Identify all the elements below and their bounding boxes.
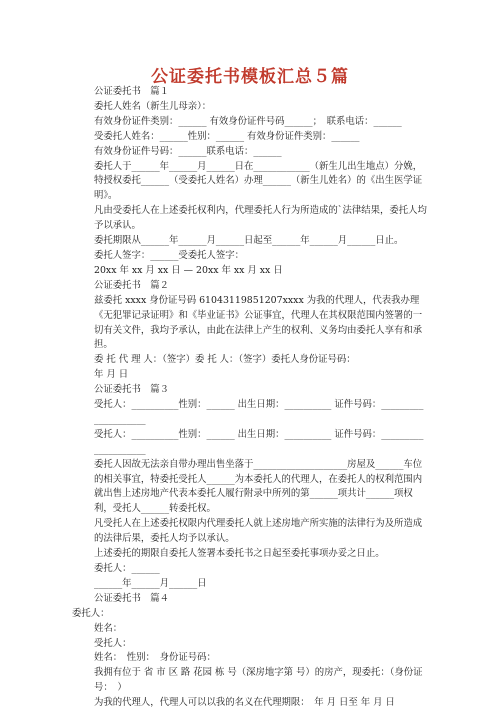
- paragraph: 委托人：______: [94, 563, 160, 574]
- paragraph: 姓名：: [94, 622, 123, 634]
- paragraph: 受托人：: [94, 637, 132, 649]
- paragraph: 有效身份证件类别：______ 有效身份证件号码______； 联系电话：______: [94, 115, 402, 127]
- paragraph: 受托人：__________性别：______ 出生日期：__________ 证件号码：____________________: [94, 428, 424, 455]
- paragraph: 委托人姓名（新生儿母亲）：: [94, 100, 212, 112]
- paragraph: 凡受托人在上述委托权限内代理委托人就上述房地产所实施的法律行为及所造成的法律后果，委托人均予以承认。: [94, 518, 423, 545]
- paragraph: 委托期限从______年______月______日起至______年______月______日止。: [94, 235, 404, 247]
- paragraph: 委托人于______年______月______日在____________（新生儿出生地点）分娩，特授权委托______（受委托人姓名）办理______（新生儿姓名）的《出生医学证明》。: [94, 160, 423, 202]
- paragraph: 委 托 代 理 人：（签字）委 托 人：（签字）委托人身份证号码：: [94, 354, 356, 366]
- paragraph: 公证委托书 篇４: [94, 592, 170, 604]
- paragraph: 凡由受委托人在上述委托权利内，代理委托人行为所造成的`法律结果，委托人均予以承认。: [94, 205, 427, 232]
- document-body: [72, 85, 427, 711]
- paragraph: 受托人：__________性别：______ 出生日期：__________ 证件号码：____________________: [94, 399, 424, 425]
- paragraph: 公证委托书 篇１: [94, 86, 170, 97]
- paragraph: 兹委托 xxxx 身份证号码 61043119851207xxxx 为我的代理人，代表我办理《无犯罪记录证明》和《毕业证书》公证事宜，代理人在其权限范围内签署的一切有关文件，我均予承认，由此在法律上产生的权利、义务均由委托人享有和承担。: [94, 294, 423, 351]
- paragraph: 上述委托的期限自委托人签署本委托书之日起至委托事项办妥之日止。: [94, 548, 385, 560]
- paragraph: 为我的代理人，代理人可以以我的名义在代理期限： 年 月 日至 年 月 日: [94, 697, 395, 709]
- paragraph: 受委托人姓名：______性别：______ 有效身份证件类别：______: [94, 130, 360, 142]
- paragraph: 有效身份证件号码：______联系电话：______: [94, 145, 282, 157]
- paragraph: ______年______月______日: [94, 577, 207, 589]
- paragraph: 委托人：: [72, 607, 110, 619]
- paragraph: 我拥有位于 省 市 区 路 花园 栋 号（深房地字第 号）的房产，现委托：（身份证号： ）: [94, 667, 423, 694]
- paragraph: 委托人因故无法亲自带办理出售坐落于____________________房屋及______车位的相关事宜，特委托受托人______为本委托人的代理人，在委托人的权利范围内就出售上述房地产代表本委托人履行附录中所列的第______项共计______项权利，受托人______转委托权。: [94, 458, 423, 515]
- paragraph: 年 月 日: [94, 369, 129, 381]
- document-title: 公证委托书模板汇总５篇: [151, 67, 349, 87]
- paragraph: 委托人签字：______受委托人签字：: [94, 249, 245, 261]
- paragraph: 20xx 年 xx 月 xx 日 — 20xx 年 xx 月 xx 日: [94, 264, 283, 276]
- paragraph: 公证委托书 篇２: [94, 279, 170, 291]
- paragraph: 姓名： 性别： 身份证号码：: [94, 652, 216, 664]
- paragraph: 公证委托书 篇３: [94, 384, 170, 396]
